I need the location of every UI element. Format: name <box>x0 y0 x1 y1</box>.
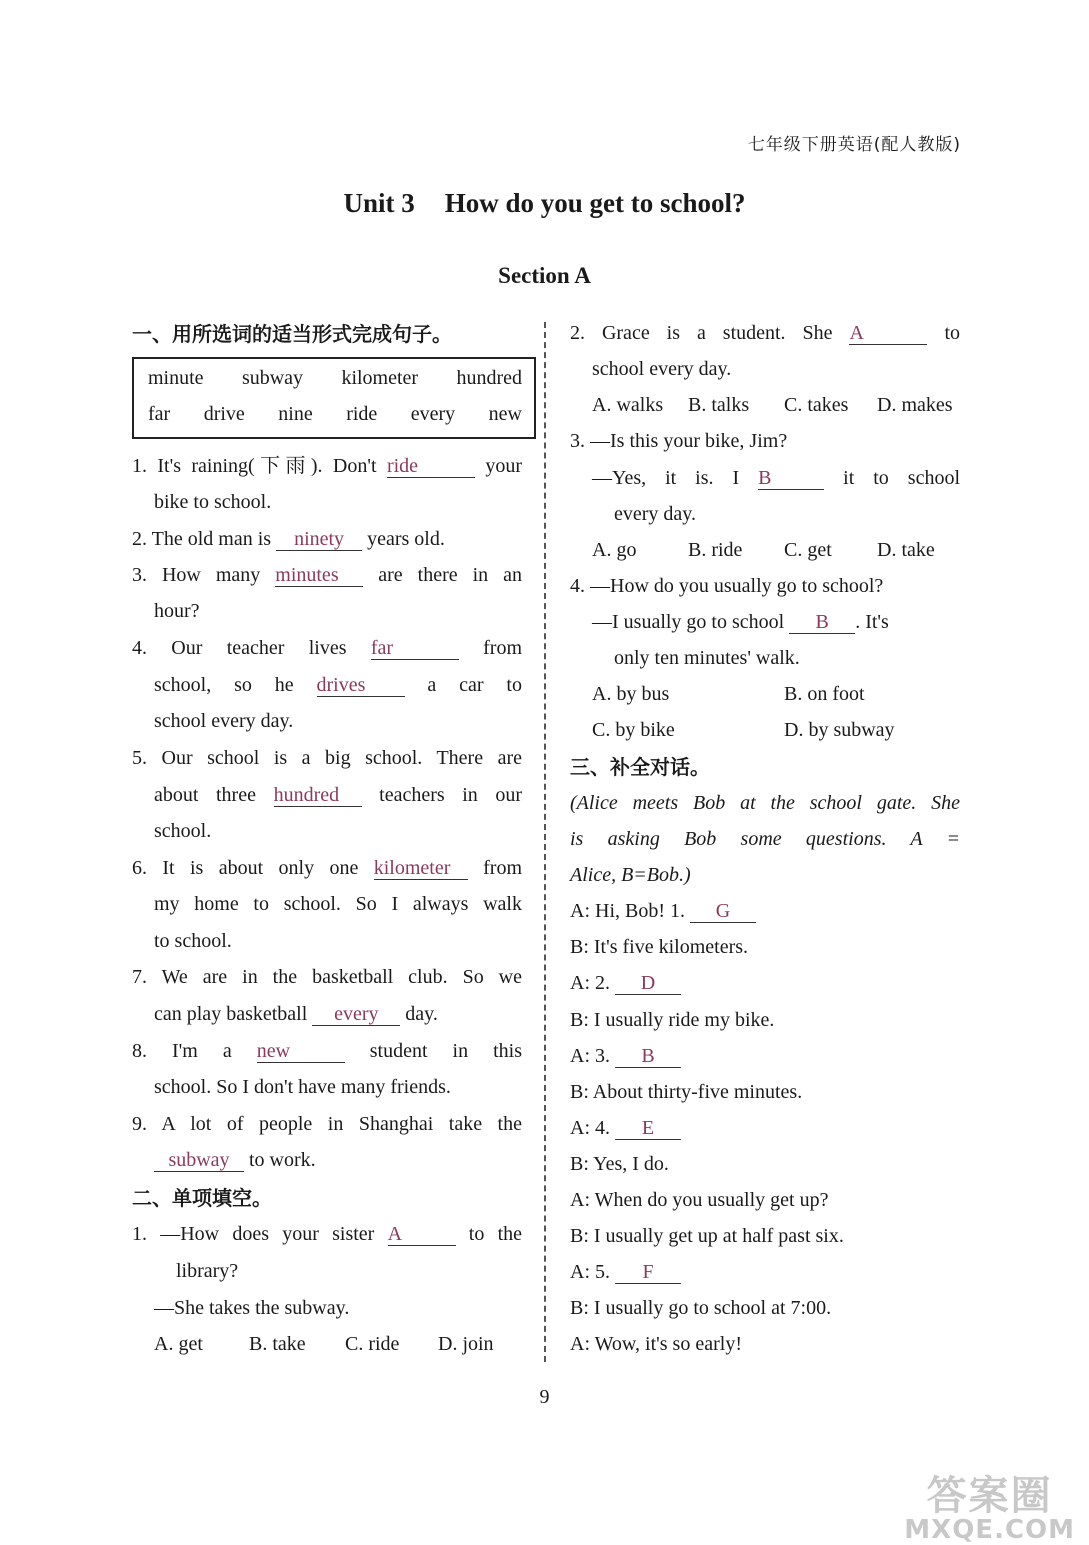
dialogue-line-3 <box>570 969 681 997</box>
question-text: to <box>944 322 961 344</box>
question-text: . It's <box>855 611 889 633</box>
dialogue-line-8: B: Yes, I do. <box>570 1153 669 1175</box>
p1-q4-line2 <box>154 671 522 699</box>
answer-blank: minutes <box>275 564 363 587</box>
p1-q1-line2: bike to school. <box>154 491 272 513</box>
question-text: —Yes, it is. I <box>592 467 740 489</box>
watermark-logo: 答案圈 <box>926 1473 1053 1519</box>
answer-blank: A <box>849 322 927 345</box>
dialogue-line-4: B: I usually ride my bike. <box>570 1009 775 1031</box>
question-text: A: 4. <box>570 1117 610 1139</box>
question-text: student in this <box>369 1040 522 1062</box>
watermark-url: MXQE.COM <box>904 1515 1075 1545</box>
question-text: your <box>485 455 523 477</box>
dialogue-line-1 <box>570 897 756 925</box>
option: C. by bike <box>592 719 675 741</box>
word-bank-word: every <box>410 403 456 425</box>
unit-title <box>0 188 1089 219</box>
question-text: day. <box>405 1003 438 1025</box>
p1-q3-line2: hour? <box>154 600 200 622</box>
part1-heading: 一、用所选词的适当形式完成句子。 <box>132 322 452 346</box>
p1-q5-line2 <box>154 781 522 809</box>
question-text: A: 2. <box>570 972 610 994</box>
dialogue-line-9: A: When do you usually get up? <box>570 1189 829 1211</box>
p1-q5-line1: 5. Our school is a big school. There are <box>132 747 522 769</box>
answer-blank: kilometer <box>374 857 468 880</box>
unit-name: How do you get to school? <box>444 188 746 218</box>
p1-q9-line1: 9. A lot of people in Shanghai take the <box>132 1113 522 1135</box>
p1-q1-line1 <box>132 452 522 480</box>
dialogue-line-6: B: About thirty-five minutes. <box>570 1081 803 1103</box>
p1-q7-line1: 7. We are in the basketball club. So we <box>132 966 522 988</box>
p2-q1-line2: library? <box>176 1260 239 1282</box>
section-title: Section A <box>498 263 591 288</box>
answer-blank: far <box>371 637 459 660</box>
word-bank-word: hundred <box>456 367 523 389</box>
question-text: A: 5. <box>570 1261 610 1283</box>
p1-q4-line1 <box>132 634 522 662</box>
word-bank-word: subway <box>241 367 304 389</box>
p1-q7-line2 <box>154 1000 438 1028</box>
word-bank-row-2 <box>148 403 522 426</box>
p2-q2-line2: school every day. <box>592 358 732 380</box>
answer-blank: drives <box>317 674 405 697</box>
question-text: to work. <box>249 1149 316 1171</box>
answer-blank: ninety <box>276 528 362 551</box>
answer-blank: new <box>257 1040 345 1063</box>
question-text: years old. <box>367 528 445 550</box>
option: A. by bus <box>592 683 670 705</box>
word-bank-word: drive <box>203 403 245 425</box>
dialogue-line-7 <box>570 1114 681 1142</box>
word-bank-row-1 <box>148 367 522 390</box>
dialogue-line-11 <box>570 1258 681 1286</box>
p3-intro-line1: (Alice meets Bob at the school gate. She <box>570 792 960 814</box>
p2-q4-line2 <box>592 608 889 636</box>
column-divider <box>544 322 546 1362</box>
answer-blank: B <box>789 611 855 634</box>
option: D. take <box>877 539 935 561</box>
answer-blank: E <box>615 1117 681 1140</box>
dialogue-line-2: B: It's five kilometers. <box>570 936 749 958</box>
p3-intro-line2: is asking Bob some questions. A = <box>570 828 960 850</box>
p1-q8-line1 <box>132 1037 522 1065</box>
word-bank-box <box>132 357 536 439</box>
p1-q9-line2 <box>154 1146 316 1174</box>
answer-blank: B <box>615 1045 681 1068</box>
question-text: 1. It's raining(下雨). Don't <box>132 455 377 477</box>
word-bank-word: nine <box>278 403 313 425</box>
option: C. get <box>784 539 832 561</box>
answer-blank: every <box>312 1003 400 1026</box>
option: A. get <box>154 1333 203 1355</box>
dialogue-line-12: B: I usually go to school at 7:00. <box>570 1297 832 1319</box>
p1-q4-line3: school every day. <box>154 710 294 732</box>
question-text: 8. I'm a <box>132 1040 232 1062</box>
option: B. on foot <box>784 683 865 705</box>
p2-q4-line1: 4. —How do you usually go to school? <box>570 575 884 597</box>
option: C. ride <box>345 1333 400 1355</box>
p2-q3-line1: 3. —Is this your bike, Jim? <box>570 430 788 452</box>
option: D. join <box>438 1333 494 1355</box>
question-text: teachers in our <box>379 784 523 806</box>
p2-q1-reply: —She takes the subway. <box>154 1297 350 1319</box>
question-text: 4. Our teacher lives <box>132 637 347 659</box>
book-header: 七年级下册英语(配人教版) <box>747 135 961 155</box>
word-bank-word: kilometer <box>341 367 419 389</box>
word-bank-word: minute <box>148 367 204 389</box>
p2-q4-line3: only ten minutes' walk. <box>614 647 800 669</box>
answer-blank: A <box>388 1223 456 1246</box>
p2-q2-line1 <box>570 319 960 347</box>
answer-blank: G <box>690 900 756 923</box>
option: B. take <box>249 1333 306 1355</box>
question-text: are there in an <box>378 564 523 586</box>
p2-q1-line1 <box>132 1220 522 1248</box>
watermark <box>904 1464 1075 1545</box>
question-text: about three <box>154 784 256 806</box>
part3-heading: 三、补全对话。 <box>570 755 710 779</box>
option: A. walks <box>592 394 664 416</box>
dialogue-line-13: A: Wow, it's so early! <box>570 1333 742 1355</box>
p1-q8-line2: school. So I don't have many friends. <box>154 1076 451 1098</box>
dialogue-line-10: B: I usually get up at half past six. <box>570 1225 844 1247</box>
question-text: A: 3. <box>570 1045 610 1067</box>
p1-q6-line3: to school. <box>154 930 232 952</box>
question-text: 3. How many <box>132 564 261 586</box>
answer-blank: subway <box>154 1149 244 1172</box>
answer-blank: B <box>758 467 824 490</box>
part2-heading: 二、单项填空。 <box>132 1186 272 1210</box>
p2-q3-line2 <box>592 464 960 492</box>
question-text: it to school <box>843 467 960 489</box>
p1-q2-line1 <box>132 525 445 553</box>
option: A. go <box>592 539 637 561</box>
p1-q5-line3: school. <box>154 820 212 842</box>
question-text: 2. The old man is <box>132 528 272 550</box>
option: B. talks <box>688 394 750 416</box>
question-text: from <box>483 637 523 659</box>
answer-blank: D <box>615 972 681 995</box>
unit-number: Unit 3 <box>343 188 415 218</box>
question-text: 1. —How does your sister <box>132 1223 375 1245</box>
option: D. by subway <box>784 719 895 741</box>
question-text: from <box>483 857 523 879</box>
question-text: to the <box>468 1223 523 1245</box>
question-text: A: Hi, Bob! 1. <box>570 900 685 922</box>
p2-q3-line3: every day. <box>614 503 696 525</box>
p3-intro-line3: Alice, B=Bob.) <box>570 864 691 886</box>
answer-blank: ride <box>387 455 475 478</box>
p1-q6-line2: my home to school. So I always walk <box>154 893 522 915</box>
p1-q6-line1 <box>132 854 522 882</box>
dialogue-line-5 <box>570 1042 681 1070</box>
word-bank-word: ride <box>346 403 378 425</box>
option: B. ride <box>688 539 743 561</box>
answer-blank: F <box>615 1261 681 1284</box>
question-text: a car to <box>427 674 522 696</box>
option: D. makes <box>877 394 953 416</box>
option: C. takes <box>784 394 849 416</box>
word-bank-word: far <box>148 403 171 425</box>
question-text: 2. Grace is a student. She <box>570 322 833 344</box>
question-text: school, so he <box>154 674 294 696</box>
question-text: —I usually go to school <box>592 611 785 633</box>
question-text: 6. It is about only one <box>132 857 359 879</box>
word-bank-word: new <box>488 403 522 425</box>
page-number: 9 <box>539 1386 550 1408</box>
question-text: can play basketball <box>154 1003 308 1025</box>
answer-blank: hundred <box>274 784 362 807</box>
p1-q3-line1 <box>132 561 522 589</box>
